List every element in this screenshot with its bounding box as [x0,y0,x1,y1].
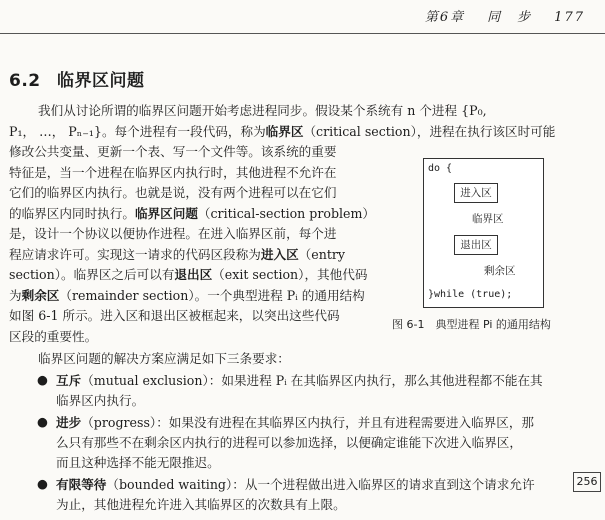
exit-section-box: 退出区 [454,235,498,255]
bullet-icon: ● [37,476,48,491]
entry-section-box: 进入区 [454,183,498,203]
text-line: 修改公共变量、更新一个表、写一个文件等。该系统的重要 [9,144,337,159]
text-line: 是，设计一个协议以便协作进程。在进入临界区前，每个进 [9,226,337,241]
chapter-label: 第6章 [424,10,466,25]
text-span: section）。临界区之后可以有 [9,267,175,282]
term-critical-section: 临界区 [265,123,304,139]
text-span: （mutual exclusion）：如果进程 Pᵢ 在其临界区内执行，那么其他进程都不能在其 [81,373,543,388]
running-head [403,6,585,25]
text-span: 程应请求许可。实现这一请求的代码区段称为 [9,246,261,262]
text-line: 么只有那些不在剩余区内执行的进程可以参加选择，以便确定谁能下次进入临界区， [56,435,522,450]
text-line: 特征是，当一个进程在临界区内执行时，其他进程不允许在 [9,164,337,180]
term-exit-section: 退出区 [174,267,213,282]
text-line: 它们的临界区内执行。也就是说，没有两个进程可以在它们 [9,185,337,200]
section-number: 6.2 [9,71,41,91]
term-entry-section: 进入区 [260,246,299,262]
figure-6-1 [423,158,544,308]
term-mutual-exclusion: 互斥 [56,373,82,388]
text-line [9,203,375,225]
text-span: （remainder section）。一个典型进程 Pᵢ 的通用结构 [59,287,365,303]
text-line [9,121,555,143]
text-span: 的临界区内同时执行。 [9,205,135,221]
text-span: （critical-section problem） [197,205,376,221]
text-span: （exit section），其他代码 [212,267,368,282]
term-bounded-waiting: 有限等待 [56,477,107,492]
text-line: 为止，其他进程允许进入其临界区的次数具有上限。 [56,497,346,512]
text-line: 我们从讨论所谓的临界区问题开始考虑进程同步。假设某个系统有 n 个进程 {P₀, [38,103,487,118]
critical-section-label: 临界区 [472,213,504,225]
code-do: do { [428,163,453,174]
text-line: 而且这种选择不能无限推迟。 [56,455,220,470]
bullet-icon: ● [37,372,48,387]
text-span: （bounded waiting）：从一个进程做出进入临界区的请求直到这个请求允许 [106,477,535,492]
chapter-title: 同 步 [487,10,533,25]
text-line: 区段的重要性。 [9,328,98,344]
term-remainder-section: 剩余区 [21,287,60,303]
text-line [9,244,345,266]
text-line: 如图 6-1 所示。进入区和退出区被框起来，以突出这些代码 [9,308,340,323]
text-line [56,370,543,392]
remainder-section-label: 剩余区 [484,265,516,277]
text-span: （progress）：如果没有进程在其临界区内执行，并且有进程需要进入临界区，那 [81,415,535,430]
text-line [9,285,365,307]
text-span: P₁， …， Pₙ₋₁}。每个进程有一段代码，称为 [9,123,266,139]
bullet-icon: ● [37,414,48,429]
text-span: 为 [9,287,22,303]
text-line: 临界区内执行。 [56,393,145,408]
text-span: （critical section），进程在执行该区时可能 [303,123,556,139]
section-heading: 临界区问题 [57,71,145,91]
page-header [0,0,605,40]
section-title [9,66,145,91]
header-rule [0,33,605,34]
paragraph-2: 临界区问题的解决方案应满足如下三条要求： [38,351,290,366]
text-span: （entry [298,246,346,262]
text-line [56,474,535,496]
text-line [9,264,367,286]
page-number: 177 [554,10,585,25]
figure-caption: 图 6-1 典型进程 Pi 的通用结构 [392,318,551,331]
term-critical-section-problem: 临界区问题 [134,205,198,221]
term-progress: 进步 [56,415,82,430]
code-while: }while (true); [428,289,513,300]
text-line [56,412,534,434]
margin-page-reference: 256 [573,472,601,492]
